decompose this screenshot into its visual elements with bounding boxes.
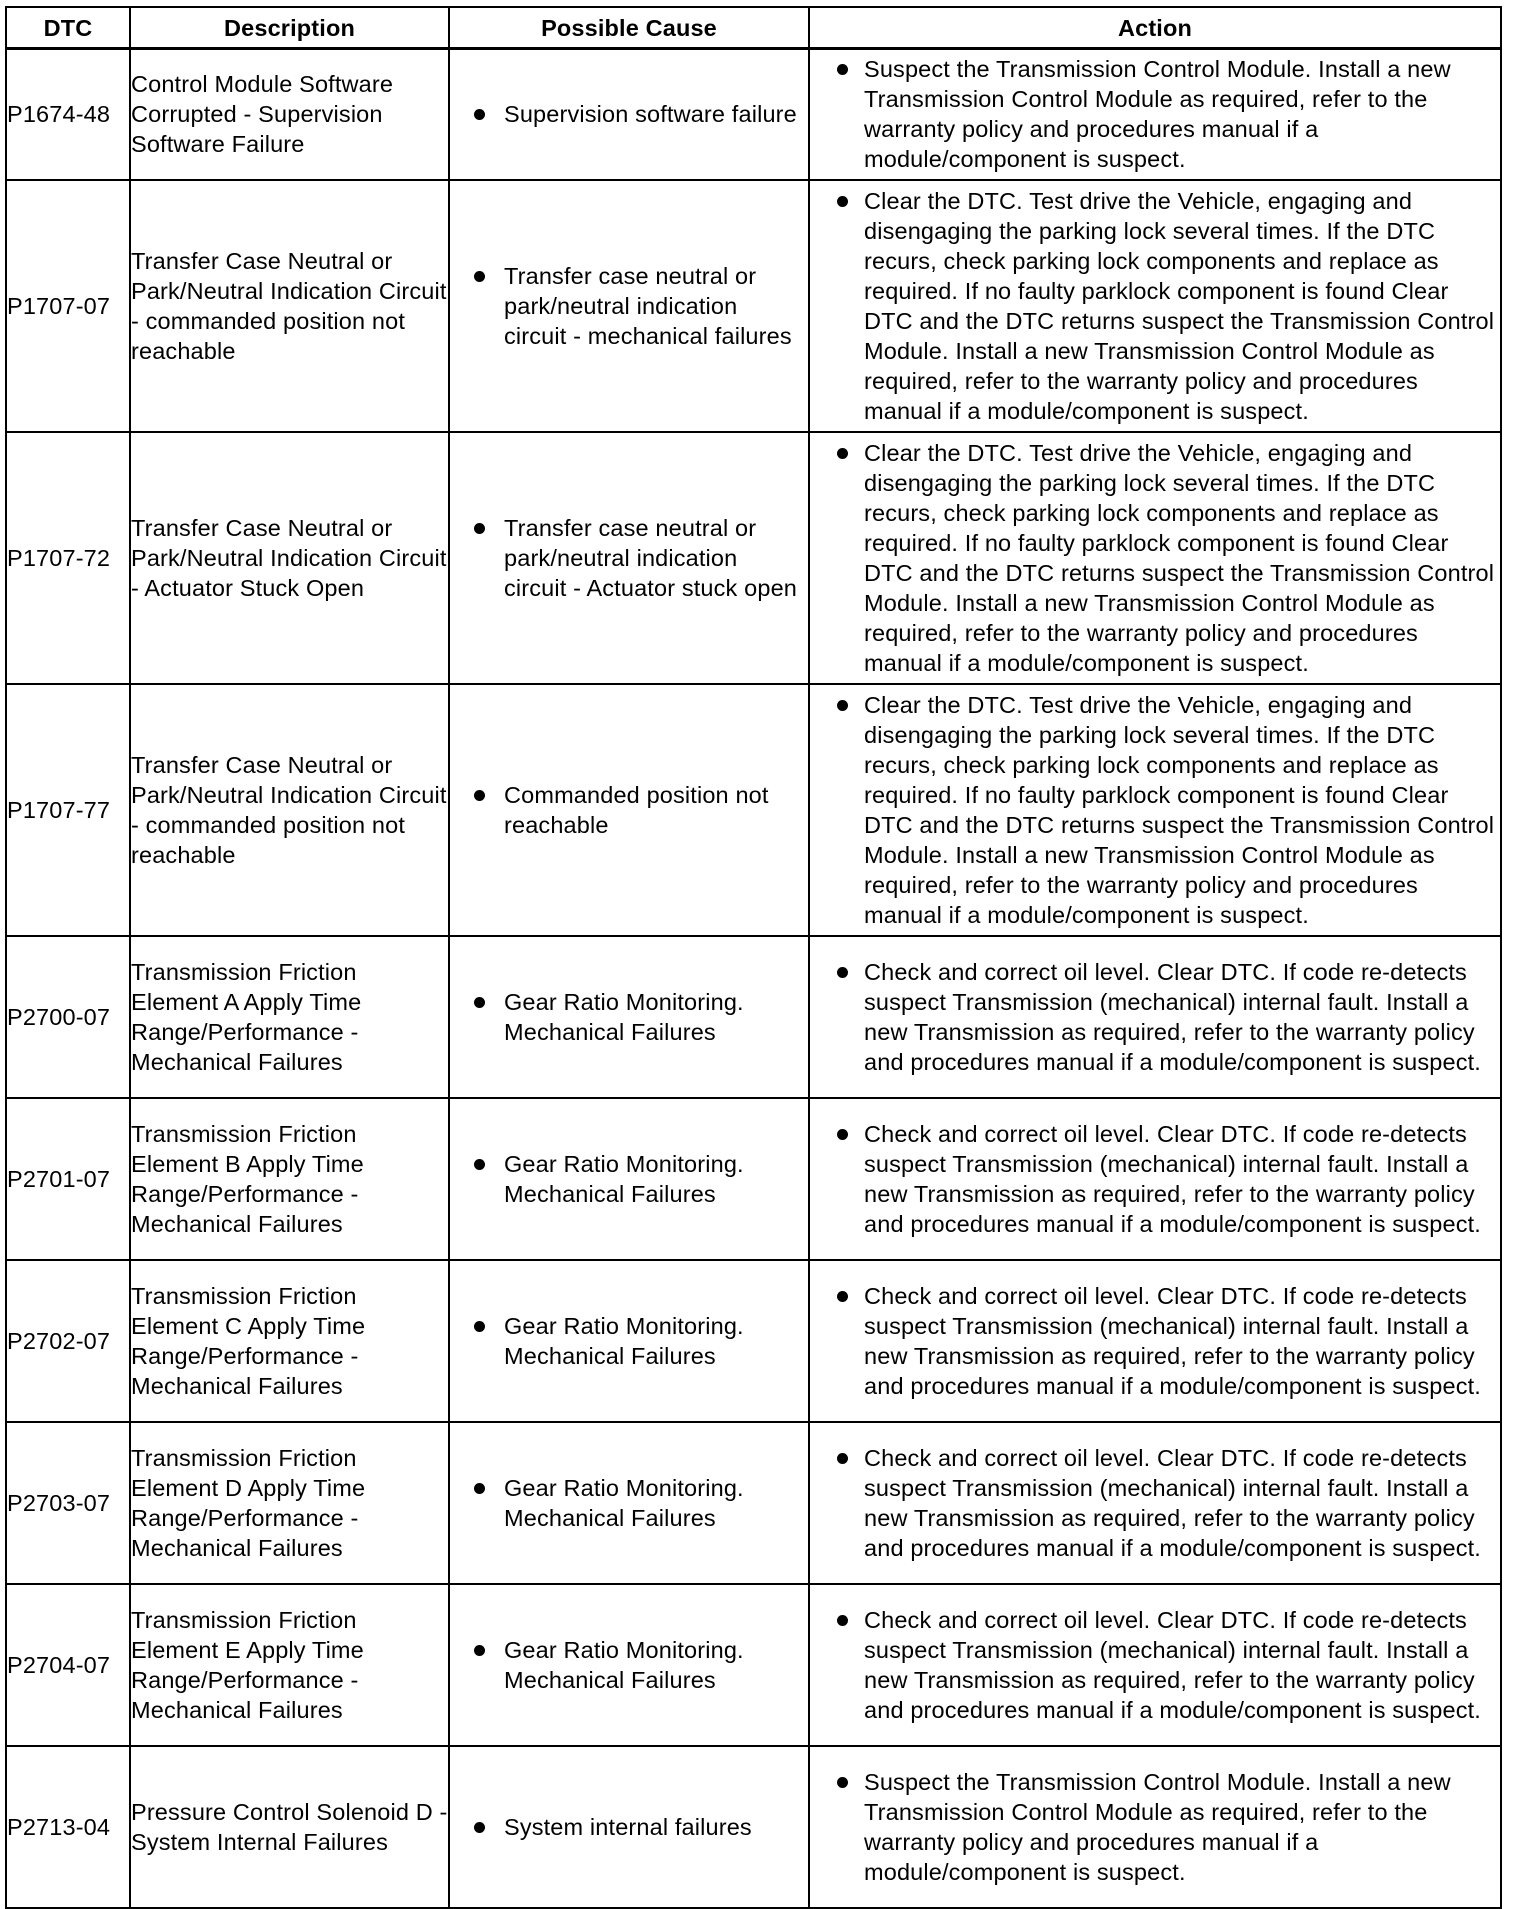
dtc-code: P2713-04 xyxy=(6,1746,130,1908)
possible-cause-text: System internal failures xyxy=(504,1813,752,1840)
dtc-description: Transmission Friction Element E Apply Time Range/Performance - Mechanical Failures xyxy=(130,1584,449,1746)
possible-cause-cell xyxy=(449,684,809,936)
table-row xyxy=(6,180,1501,432)
possible-cause-text: Gear Ratio Monitoring. Mechanical Failures xyxy=(504,988,744,1045)
possible-cause-text: Commanded position not reachable xyxy=(504,781,769,838)
dtc-code: P1674-48 xyxy=(6,49,130,180)
bullet-icon xyxy=(837,967,848,978)
dtc-code: P1707-72 xyxy=(6,432,130,684)
table-header-row xyxy=(6,7,1501,49)
action-text: Clear the DTC. Test drive the Vehicle, engaging and disengaging the parking lock several times. If the DTC recurs, check parking lock components and replace as required. If no faulty parklock component is found Clear DTC and the DTC returns suspect the Transmission Control Module. Install a new Transmission Control Module as required, refer to the warranty policy and procedures manual if a module/component is suspect. xyxy=(864,187,1495,424)
bullet-icon xyxy=(837,1777,848,1788)
header-possible-cause: Possible Cause xyxy=(449,7,809,49)
bullet-icon xyxy=(837,700,848,711)
dtc-code: P2701-07 xyxy=(6,1098,130,1260)
bullet-icon xyxy=(474,1159,485,1170)
possible-cause-cell xyxy=(449,1422,809,1584)
dtc-description: Transfer Case Neutral or Park/Neutral Indication Circuit - Actuator Stuck Open xyxy=(130,432,449,684)
possible-cause-cell xyxy=(449,49,809,180)
table-row xyxy=(6,432,1501,684)
bullet-icon xyxy=(474,523,485,534)
action-text: Clear the DTC. Test drive the Vehicle, engaging and disengaging the parking lock several times. If the DTC recurs, check parking lock components and replace as required. If no faulty parklock component is found Clear DTC and the DTC returns suspect the Transmission Control Module. Install a new Transmission Control Module as required, refer to the warranty policy and procedures manual if a module/component is suspect. xyxy=(864,691,1495,928)
bullet-icon xyxy=(474,1321,485,1332)
bullet-icon xyxy=(474,997,485,1008)
action-cell xyxy=(809,936,1501,1098)
dtc-code: P1707-77 xyxy=(6,684,130,936)
bullet-icon xyxy=(474,1822,485,1833)
bullet-icon xyxy=(837,448,848,459)
possible-cause-cell xyxy=(449,1584,809,1746)
possible-cause-text: Gear Ratio Monitoring. Mechanical Failures xyxy=(504,1312,744,1369)
bullet-icon xyxy=(474,790,485,801)
bullet-icon xyxy=(837,1453,848,1464)
table-row xyxy=(6,49,1501,180)
possible-cause-cell xyxy=(449,180,809,432)
table-row xyxy=(6,1098,1501,1260)
action-text: Check and correct oil level. Clear DTC. If code re-detects suspect Transmission (mechanical) internal fault. Install a new Transmission as required, refer to the warranty policy and procedures manual if a module/component is suspect. xyxy=(864,1444,1481,1561)
possible-cause-cell xyxy=(449,1260,809,1422)
dtc-description: Transmission Friction Element A Apply Time Range/Performance - Mechanical Failures xyxy=(130,936,449,1098)
bullet-icon xyxy=(837,1291,848,1302)
dtc-description: Control Module Software Corrupted - Supervision Software Failure xyxy=(130,49,449,180)
header-dtc: DTC xyxy=(6,7,130,49)
dtc-description: Transfer Case Neutral or Park/Neutral Indication Circuit - commanded position not reachable xyxy=(130,180,449,432)
dtc-code: P2704-07 xyxy=(6,1584,130,1746)
table-row xyxy=(6,1584,1501,1746)
possible-cause-text: Transfer case neutral or park/neutral indication circuit - Actuator stuck open xyxy=(504,514,798,601)
bullet-icon xyxy=(837,64,848,75)
dtc-code: P2700-07 xyxy=(6,936,130,1098)
action-text: Check and correct oil level. Clear DTC. If code re-detects suspect Transmission (mechanical) internal fault. Install a new Transmission as required, refer to the warranty policy and procedures manual if a module/component is suspect. xyxy=(864,1120,1481,1237)
table-row xyxy=(6,684,1501,936)
action-cell xyxy=(809,1584,1501,1746)
header-description: Description xyxy=(130,7,449,49)
dtc-code: P1707-07 xyxy=(6,180,130,432)
dtc-description: Transmission Friction Element B Apply Time Range/Performance - Mechanical Failures xyxy=(130,1098,449,1260)
table-row xyxy=(6,1260,1501,1422)
bullet-icon xyxy=(474,1645,485,1656)
possible-cause-text: Supervision software failure xyxy=(504,101,797,128)
action-text: Clear the DTC. Test drive the Vehicle, engaging and disengaging the parking lock several times. If the DTC recurs, check parking lock components and replace as required. If no faulty parklock component is found Clear DTC and the DTC returns suspect the Transmission Control Module. Install a new Transmission Control Module as required, refer to the warranty policy and procedures manual if a module/component is suspect. xyxy=(864,439,1495,676)
action-cell xyxy=(809,1422,1501,1584)
possible-cause-text: Transfer case neutral or park/neutral indication circuit - mechanical failures xyxy=(504,262,792,349)
table-row xyxy=(6,936,1501,1098)
bullet-icon xyxy=(474,109,485,120)
possible-cause-cell xyxy=(449,432,809,684)
action-cell xyxy=(809,1746,1501,1908)
action-text: Check and correct oil level. Clear DTC. If code re-detects suspect Transmission (mechanical) internal fault. Install a new Transmission as required, refer to the warranty policy and procedures manual if a module/component is suspect. xyxy=(864,958,1481,1075)
action-cell xyxy=(809,49,1501,180)
dtc-description: Pressure Control Solenoid D - System Internal Failures xyxy=(130,1746,449,1908)
possible-cause-text: Gear Ratio Monitoring. Mechanical Failures xyxy=(504,1150,744,1207)
dtc-description: Transmission Friction Element D Apply Time Range/Performance - Mechanical Failures xyxy=(130,1422,449,1584)
action-cell xyxy=(809,180,1501,432)
bullet-icon xyxy=(837,1615,848,1626)
action-cell xyxy=(809,1260,1501,1422)
possible-cause-cell xyxy=(449,1098,809,1260)
bullet-icon xyxy=(474,1483,485,1494)
action-cell xyxy=(809,432,1501,684)
dtc-code: P2703-07 xyxy=(6,1422,130,1584)
action-text: Check and correct oil level. Clear DTC. If code re-detects suspect Transmission (mechanical) internal fault. Install a new Transmission as required, refer to the warranty policy and procedures manual if a module/component is suspect. xyxy=(864,1606,1481,1723)
action-text: Suspect the Transmission Control Module. Install a new Transmission Control Module as required, refer to the warranty policy and procedures manual if a module/component is suspect. xyxy=(864,56,1451,173)
dtc-table xyxy=(5,6,1502,1909)
header-action: Action xyxy=(809,7,1501,49)
dtc-description: Transfer Case Neutral or Park/Neutral Indication Circuit - commanded position not reachable xyxy=(130,684,449,936)
bullet-icon xyxy=(837,1129,848,1140)
action-text: Suspect the Transmission Control Module. Install a new Transmission Control Module as required, refer to the warranty policy and procedures manual if a module/component is suspect. xyxy=(864,1768,1451,1885)
action-cell xyxy=(809,684,1501,936)
possible-cause-text: Gear Ratio Monitoring. Mechanical Failures xyxy=(504,1636,744,1693)
bullet-icon xyxy=(837,196,848,207)
action-text: Check and correct oil level. Clear DTC. If code re-detects suspect Transmission (mechanical) internal fault. Install a new Transmission as required, refer to the warranty policy and procedures manual if a module/component is suspect. xyxy=(864,1282,1481,1399)
action-cell xyxy=(809,1098,1501,1260)
table-row xyxy=(6,1746,1501,1908)
dtc-code: P2702-07 xyxy=(6,1260,130,1422)
possible-cause-cell xyxy=(449,1746,809,1908)
bullet-icon xyxy=(474,271,485,282)
possible-cause-cell xyxy=(449,936,809,1098)
table-row xyxy=(6,1422,1501,1584)
dtc-description: Transmission Friction Element C Apply Time Range/Performance - Mechanical Failures xyxy=(130,1260,449,1422)
possible-cause-text: Gear Ratio Monitoring. Mechanical Failures xyxy=(504,1474,744,1531)
